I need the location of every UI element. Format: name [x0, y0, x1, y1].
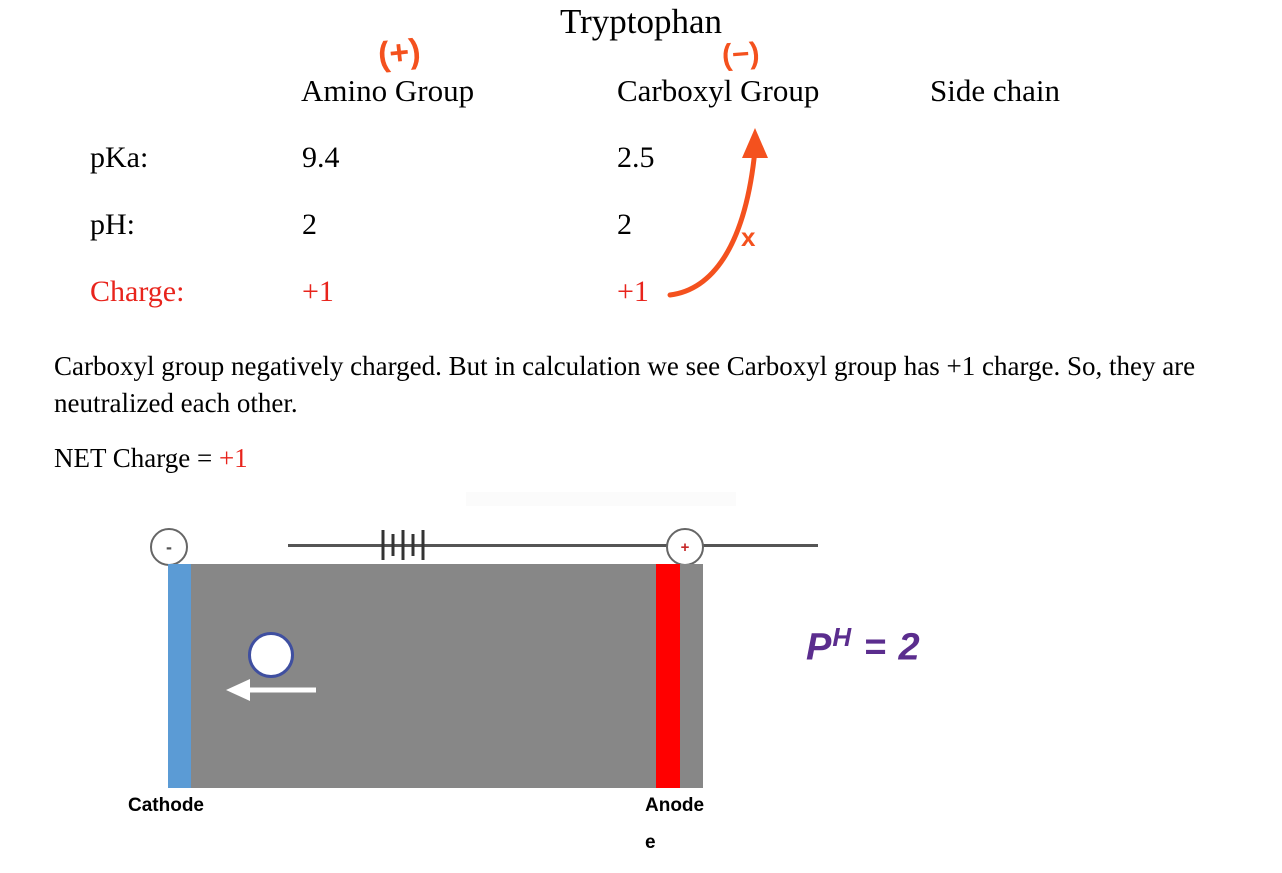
anode-label: Anode	[645, 795, 705, 816]
handwritten-ph-note	[806, 622, 921, 670]
ph-note-suffix: = 2	[852, 626, 921, 669]
ph-note-prefix: P	[806, 626, 833, 669]
explanation-paragraph: Carboxyl group negatively charged. But in calculation we see Carboxyl group has +1 charge. So, they are neutralized each other.	[54, 351, 1196, 419]
page-title: Tryptophan	[559, 2, 723, 41]
positive-terminal: +	[666, 528, 704, 566]
cathode-label: Cathode	[128, 795, 204, 816]
cell-ph-carboxyl: 2	[617, 208, 632, 241]
cell-ph-amino: 2	[302, 208, 317, 241]
figure-bottom-label: e	[645, 832, 656, 853]
row-label-pka: pKa:	[90, 141, 149, 174]
figure-background-strip	[466, 492, 736, 506]
battery-icon	[375, 524, 437, 566]
cell-charge-amino: +1	[302, 275, 334, 308]
cell-pka-carboxyl: 2.5	[617, 141, 655, 174]
molecule-marker	[248, 632, 294, 678]
cell-charge-carboxyl: +1	[617, 275, 649, 308]
circuit-wire	[288, 544, 818, 547]
net-charge-label: NET Charge =	[54, 443, 219, 473]
handwritten-x-mark: x	[741, 222, 756, 252]
anode-electrode-strip	[656, 564, 680, 788]
column-header-carboxyl-group: Carboxyl Group	[617, 73, 820, 108]
migration-arrow-icon	[220, 675, 320, 705]
handwritten-minus-annotation: (−)	[720, 36, 761, 73]
row-label-ph: pH:	[90, 208, 135, 241]
row-label-charge: Charge:	[90, 275, 185, 308]
cell-pka-amino: 9.4	[302, 141, 340, 174]
ph-note-superscript: H	[832, 622, 853, 652]
electrophoresis-diagram	[120, 492, 740, 867]
handwritten-curved-arrow-icon	[650, 110, 790, 310]
negative-terminal: -	[150, 528, 188, 566]
column-header-amino-group: Amino Group	[301, 73, 475, 108]
net-charge-line	[54, 443, 248, 474]
column-header-side-chain: Side chain	[930, 73, 1060, 108]
cathode-electrode-strip	[168, 564, 191, 788]
handwritten-plus-annotation: (+)	[376, 31, 423, 75]
net-charge-value: +1	[218, 443, 248, 473]
